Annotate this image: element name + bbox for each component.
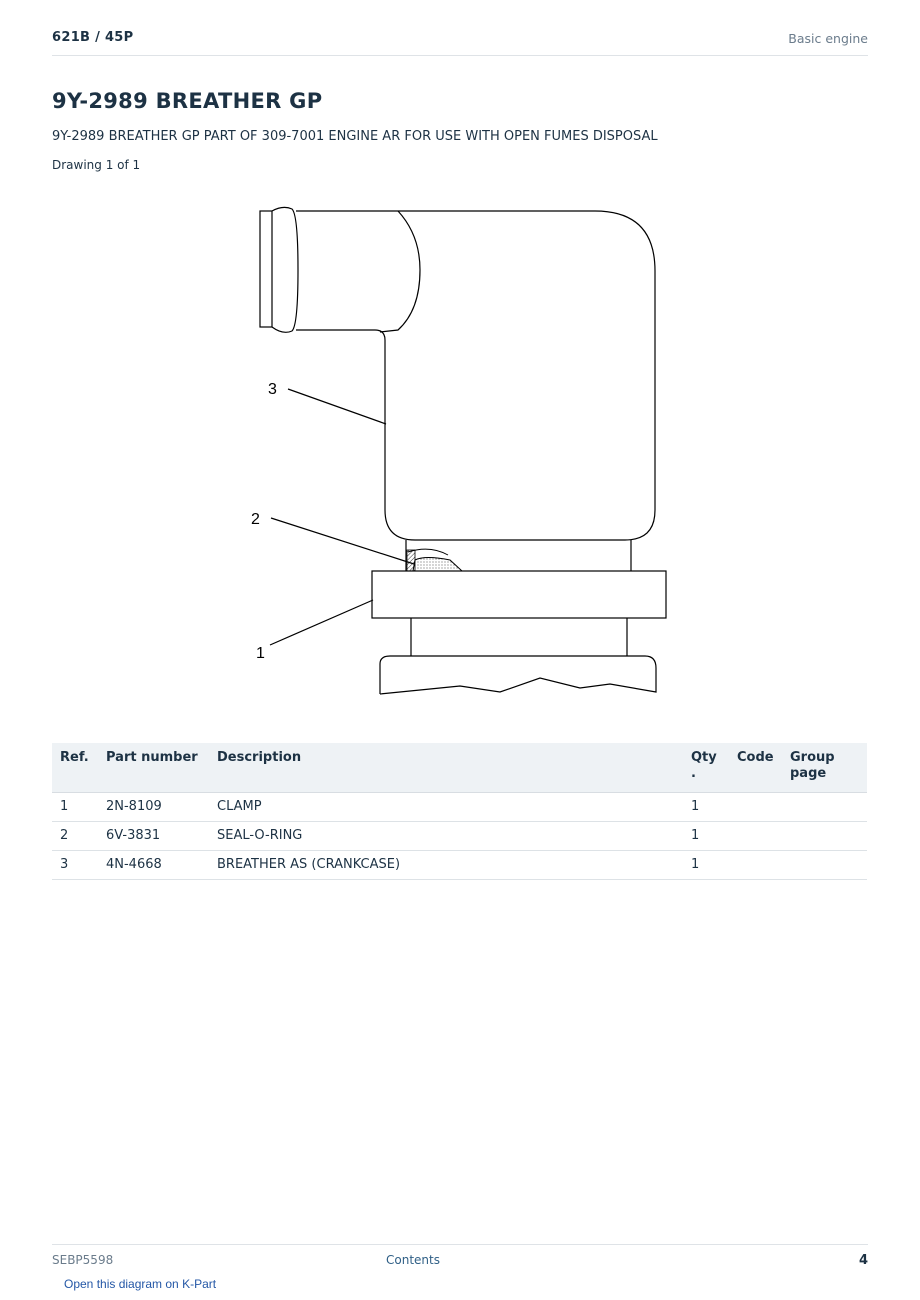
cell-ref: 1 xyxy=(52,793,98,822)
cell-ref: 2 xyxy=(52,822,98,851)
section-name: Basic engine xyxy=(788,31,868,46)
cell-group-page xyxy=(782,851,867,880)
parts-table xyxy=(52,743,867,880)
header-description: Description xyxy=(209,743,683,793)
breather-body-outline xyxy=(296,211,655,540)
leader-line-2 xyxy=(271,518,414,564)
inlet-bead xyxy=(272,207,298,332)
cell-part-number: 4N-4668 xyxy=(98,851,209,880)
page-subtitle: 9Y-2989 BREATHER GP PART OF 309-7001 ENGINE AR FOR USE WITH OPEN FUMES DISPOSAL xyxy=(52,129,658,144)
header-group-page: Group page xyxy=(782,743,867,793)
open-kpart-link[interactable]: Open this diagram on K-Part xyxy=(64,1277,217,1291)
cell-group-page xyxy=(782,822,867,851)
callout-1: 1 xyxy=(256,645,265,662)
seal-hatch xyxy=(407,550,415,571)
seal-lip xyxy=(408,549,448,555)
cell-code xyxy=(729,793,782,822)
model-breadcrumb: 621B / 45P xyxy=(52,30,134,45)
cell-qty: 1 xyxy=(683,851,729,880)
drawing-count: Drawing 1 of 1 xyxy=(52,158,141,172)
leader-line-1 xyxy=(270,600,373,645)
elbow-inner-curve xyxy=(380,211,420,332)
page-header xyxy=(52,28,868,56)
cell-description: BREATHER AS (CRANKCASE) xyxy=(209,851,683,880)
table-row xyxy=(52,851,867,880)
callout-3: 3 xyxy=(268,381,277,398)
document-id: SEBP5598 xyxy=(52,1253,114,1267)
cell-description: CLAMP xyxy=(209,793,683,822)
cell-ref: 3 xyxy=(52,851,98,880)
cell-description: SEAL-O-RING xyxy=(209,822,683,851)
clamp xyxy=(372,571,666,618)
header-ref: Ref. xyxy=(52,743,98,793)
page-title: 9Y-2989 BREATHER GP xyxy=(52,89,323,113)
leader-line-3 xyxy=(288,389,386,424)
table-row xyxy=(52,793,867,822)
table-header-row xyxy=(52,743,867,793)
cell-qty: 1 xyxy=(683,822,729,851)
o-ring-seal xyxy=(413,558,462,572)
inlet-neck xyxy=(260,211,272,327)
footer-divider xyxy=(52,1244,868,1245)
cell-code xyxy=(729,822,782,851)
header-part-number: Part number xyxy=(98,743,209,793)
base-pipe xyxy=(380,656,656,694)
header-code: Code xyxy=(729,743,782,793)
cell-part-number: 6V-3831 xyxy=(98,822,209,851)
table-row xyxy=(52,822,867,851)
cell-qty: 1 xyxy=(683,793,729,822)
page-number: 4 xyxy=(858,1253,868,1268)
callout-2: 2 xyxy=(251,511,260,528)
cell-part-number: 2N-8109 xyxy=(98,793,209,822)
contents-link[interactable]: Contents xyxy=(386,1253,440,1267)
cell-code xyxy=(729,851,782,880)
header-qty: Qty . xyxy=(683,743,729,793)
cell-group-page xyxy=(782,793,867,822)
